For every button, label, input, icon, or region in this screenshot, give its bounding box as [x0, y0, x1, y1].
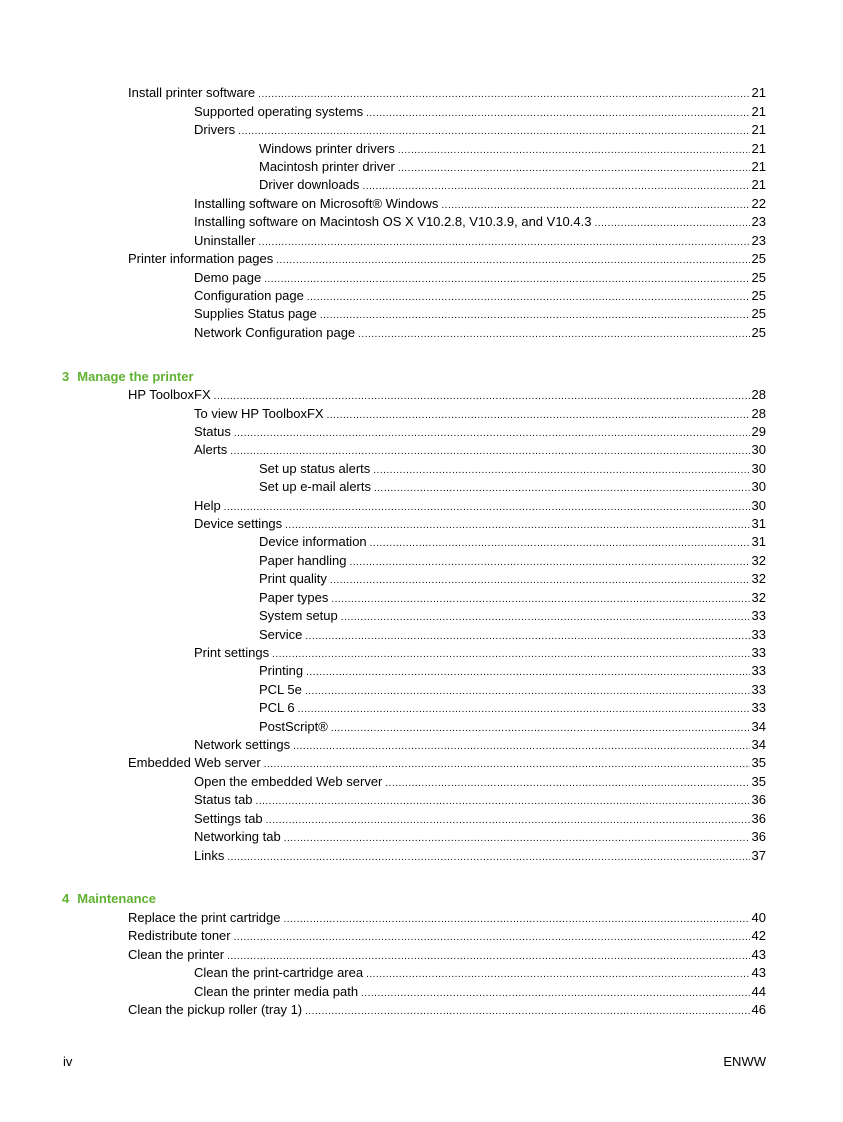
toc-entry[interactable] [194, 233, 766, 251]
toc-entry-title: Clean the print-cartridge area [194, 965, 364, 980]
dot-leader [327, 408, 750, 424]
toc-entry-page: 35 [751, 755, 766, 770]
toc-entry-page: 30 [751, 479, 766, 494]
toc-entry[interactable] [194, 196, 766, 214]
toc-entry[interactable] [194, 270, 766, 288]
toc-entry-title: System setup [259, 608, 338, 623]
toc-entry-page: 23 [751, 233, 766, 248]
toc-entry-page: 34 [751, 737, 766, 752]
dot-leader [330, 573, 750, 589]
chapter-title: Maintenance [77, 891, 156, 906]
toc-entry[interactable] [194, 214, 766, 232]
toc-entry-page: 25 [751, 270, 766, 285]
dot-leader [266, 813, 750, 829]
toc-entry-page: 44 [751, 984, 766, 999]
toc-entry-page: 21 [751, 159, 766, 174]
toc-entry-page: 25 [751, 306, 766, 321]
toc-entry[interactable] [194, 737, 766, 755]
dot-leader [238, 124, 749, 140]
toc-entry-title: Device information [259, 534, 367, 549]
toc-entry-page: 43 [751, 965, 766, 980]
toc-entry[interactable] [259, 608, 766, 626]
toc-entry[interactable] [259, 663, 766, 681]
footer-doc-code: ENWW [723, 1054, 766, 1069]
toc-entry-page: 33 [751, 663, 766, 678]
toc-entry-page: 46 [751, 1002, 766, 1017]
toc-entry-title: Paper handling [259, 553, 347, 568]
toc-entry-title: Network Configuration page [194, 325, 356, 340]
toc-entry-page: 21 [751, 177, 766, 192]
dot-leader [370, 536, 750, 552]
dot-leader [214, 389, 750, 405]
dot-leader [307, 290, 750, 306]
dot-leader [264, 272, 749, 288]
toc-entry[interactable] [128, 928, 766, 946]
dot-leader [305, 684, 750, 700]
dot-leader [385, 776, 749, 792]
toc-entry[interactable] [194, 288, 766, 306]
toc-entry[interactable] [128, 387, 766, 405]
toc-entry[interactable] [259, 719, 766, 737]
dot-leader [306, 665, 749, 681]
toc-entry-page: 42 [751, 928, 766, 943]
chapter-number: 3 [62, 369, 70, 384]
toc-entry[interactable] [259, 553, 766, 571]
toc-entry[interactable] [128, 910, 766, 928]
toc-entry-page: 23 [751, 214, 766, 229]
dot-leader [258, 87, 749, 103]
dot-leader [285, 518, 749, 534]
toc-entry-title: Printer information pages [128, 251, 274, 266]
toc-entry-page: 21 [751, 122, 766, 137]
toc-entry-page: 28 [751, 387, 766, 402]
toc-entry[interactable] [259, 159, 766, 177]
toc-entry-page: 32 [751, 553, 766, 568]
toc-entry-title: Clean the pickup roller (tray 1) [128, 1002, 303, 1017]
toc-entry-title: Paper types [259, 590, 329, 605]
dot-leader [276, 253, 749, 269]
toc-entry-page: 28 [751, 406, 766, 421]
dot-leader [373, 463, 749, 479]
dot-leader [284, 831, 750, 847]
toc-entry-title: Supplies Status page [194, 306, 317, 321]
toc-entry-title: PCL 6 [259, 700, 295, 715]
toc-entry[interactable] [128, 1002, 766, 1020]
toc-entry-page: 37 [751, 848, 766, 863]
toc-entry-page: 25 [751, 288, 766, 303]
toc-entry-title: Network settings [194, 737, 291, 752]
toc-entry-title: Open the embedded Web server [194, 774, 383, 789]
dot-leader [293, 739, 749, 755]
toc-entry-page: 36 [751, 811, 766, 826]
toc-entry[interactable] [259, 571, 766, 589]
dot-leader [283, 912, 749, 928]
toc-entry-title: Driver downloads [259, 177, 360, 192]
dot-leader [331, 721, 750, 737]
toc-entry-page: 25 [751, 251, 766, 266]
toc-entry-title: Installing software on Macintosh OS X V10.2.8, V10.3.9, and V10.4.3 [194, 214, 592, 229]
dot-leader [256, 794, 750, 810]
toc-entry-title: Clean the printer [128, 947, 225, 962]
toc-entry-page: 33 [751, 627, 766, 642]
toc-entry-page: 21 [751, 141, 766, 156]
toc-entry[interactable] [194, 965, 766, 983]
toc-entry-title: Device settings [194, 516, 283, 531]
toc-entry-page: 33 [751, 682, 766, 697]
dot-leader [331, 592, 749, 608]
toc-entry[interactable] [259, 534, 766, 552]
toc-entry[interactable] [259, 590, 766, 608]
dot-leader [341, 610, 750, 626]
dot-leader [230, 444, 749, 460]
toc-entry[interactable] [194, 424, 766, 442]
toc-entry-title: Redistribute toner [128, 928, 231, 943]
toc-entry-page: 33 [751, 645, 766, 660]
toc-entry-page: 34 [751, 719, 766, 734]
toc-entry-page: 33 [751, 700, 766, 715]
toc-entry-title: Status [194, 424, 231, 439]
dot-leader [441, 198, 749, 214]
toc-entry-page: 29 [751, 424, 766, 439]
toc-entry-title: Set up e-mail alerts [259, 479, 371, 494]
toc-entry-title: Settings tab [194, 811, 263, 826]
toc-entry[interactable] [194, 811, 766, 829]
toc-entry-page: 36 [751, 829, 766, 844]
toc-entry-page: 21 [751, 104, 766, 119]
toc-entry-title: Help [194, 498, 221, 513]
dot-leader [594, 216, 749, 232]
toc-entry[interactable] [194, 122, 766, 140]
toc-entry[interactable] [194, 442, 766, 460]
toc-entry-title: Links [194, 848, 225, 863]
toc-entry-title: Demo page [194, 270, 262, 285]
dot-leader [362, 179, 749, 195]
toc-entry-title: Uninstaller [194, 233, 256, 248]
toc-entry-title: HP ToolboxFX [128, 387, 211, 402]
toc-entry-page: 22 [751, 196, 766, 211]
toc-entry-title: To view HP ToolboxFX [194, 406, 324, 421]
toc-entry[interactable] [194, 774, 766, 792]
toc-entry[interactable] [194, 848, 766, 866]
dot-leader [227, 949, 749, 965]
dot-leader [398, 161, 750, 177]
toc-entry[interactable] [128, 251, 766, 269]
toc-entry-title: Print settings [194, 645, 270, 660]
toc-entry[interactable] [194, 306, 766, 324]
dot-leader [305, 1004, 749, 1020]
toc-entry[interactable] [194, 325, 766, 343]
toc-entry[interactable] [194, 406, 766, 424]
toc-entry-page: 40 [751, 910, 766, 925]
toc-entry-title: Service [259, 627, 303, 642]
dot-leader [366, 106, 749, 122]
toc-entry-title: Alerts [194, 442, 228, 457]
toc-entry-title: Windows printer drivers [259, 141, 395, 156]
toc-entry[interactable] [128, 85, 766, 103]
toc-entry[interactable] [194, 792, 766, 810]
toc-entry-page: 32 [751, 571, 766, 586]
dot-leader [361, 986, 749, 1002]
toc-entry-title: Networking tab [194, 829, 281, 844]
dot-leader [298, 702, 750, 718]
dot-leader [234, 930, 750, 946]
toc-entry-title: Replace the print cartridge [128, 910, 281, 925]
toc-entry-page: 30 [751, 461, 766, 476]
dot-leader [264, 757, 750, 773]
toc-entry[interactable] [194, 829, 766, 847]
toc-entry-page: 43 [751, 947, 766, 962]
chapter-heading[interactable] [62, 369, 194, 385]
toc-entry-title: PostScript® [259, 719, 328, 734]
toc-entry-page: 36 [751, 792, 766, 807]
dot-leader [349, 555, 749, 571]
dot-leader [366, 967, 749, 983]
toc-entry[interactable] [259, 141, 766, 159]
toc-entry-page: 31 [751, 516, 766, 531]
toc-entry-page: 31 [751, 534, 766, 549]
toc-entry-title: Clean the printer media path [194, 984, 359, 999]
dot-leader [272, 647, 749, 663]
dot-leader [258, 235, 749, 251]
toc-entry-title: PCL 5e [259, 682, 302, 697]
dot-leader [305, 629, 749, 645]
toc-entry[interactable] [194, 984, 766, 1002]
toc-entry-title: Configuration page [194, 288, 304, 303]
toc-entry-page: 33 [751, 608, 766, 623]
toc-entry-page: 25 [751, 325, 766, 340]
toc-entry-page: 30 [751, 442, 766, 457]
toc-entry[interactable] [259, 682, 766, 700]
chapter-heading[interactable] [62, 891, 156, 907]
toc-entry-title: Print quality [259, 571, 327, 586]
toc-entry[interactable] [194, 104, 766, 122]
chapter-number: 4 [62, 891, 70, 906]
toc-entry[interactable] [194, 645, 766, 663]
dot-leader [320, 308, 750, 324]
toc-entry[interactable] [128, 755, 766, 773]
toc-entry-title: Install printer software [128, 85, 256, 100]
toc-entry-title: Installing software on Microsoft® Windows [194, 196, 439, 211]
toc-entry[interactable] [259, 479, 766, 497]
toc-entry[interactable] [194, 516, 766, 534]
toc-entry-page: 35 [751, 774, 766, 789]
footer-page-label: iv [63, 1054, 73, 1069]
toc-entry[interactable] [259, 177, 766, 195]
dot-leader [398, 143, 750, 159]
toc-entry-title: Set up status alerts [259, 461, 371, 476]
toc-entry-title: Macintosh printer driver [259, 159, 395, 174]
dot-leader [358, 327, 749, 343]
toc-entry-page: 32 [751, 590, 766, 605]
dot-leader [227, 850, 749, 866]
toc-entry[interactable] [259, 461, 766, 479]
toc-entry-title: Embedded Web server [128, 755, 261, 770]
toc-entry[interactable] [128, 947, 766, 965]
toc-entry[interactable] [259, 627, 766, 645]
toc-entry-title: Status tab [194, 792, 253, 807]
toc-entry-title: Supported operating systems [194, 104, 364, 119]
toc-entry-title: Printing [259, 663, 304, 678]
toc-entry-page: 21 [751, 85, 766, 100]
toc-entry[interactable] [259, 700, 766, 718]
dot-leader [224, 500, 750, 516]
chapter-title: Manage the printer [77, 369, 194, 384]
toc-entry-title: Drivers [194, 122, 236, 137]
toc-entry[interactable] [194, 498, 766, 516]
dot-leader [374, 481, 750, 497]
dot-leader [234, 426, 750, 442]
toc-entry-page: 30 [751, 498, 766, 513]
